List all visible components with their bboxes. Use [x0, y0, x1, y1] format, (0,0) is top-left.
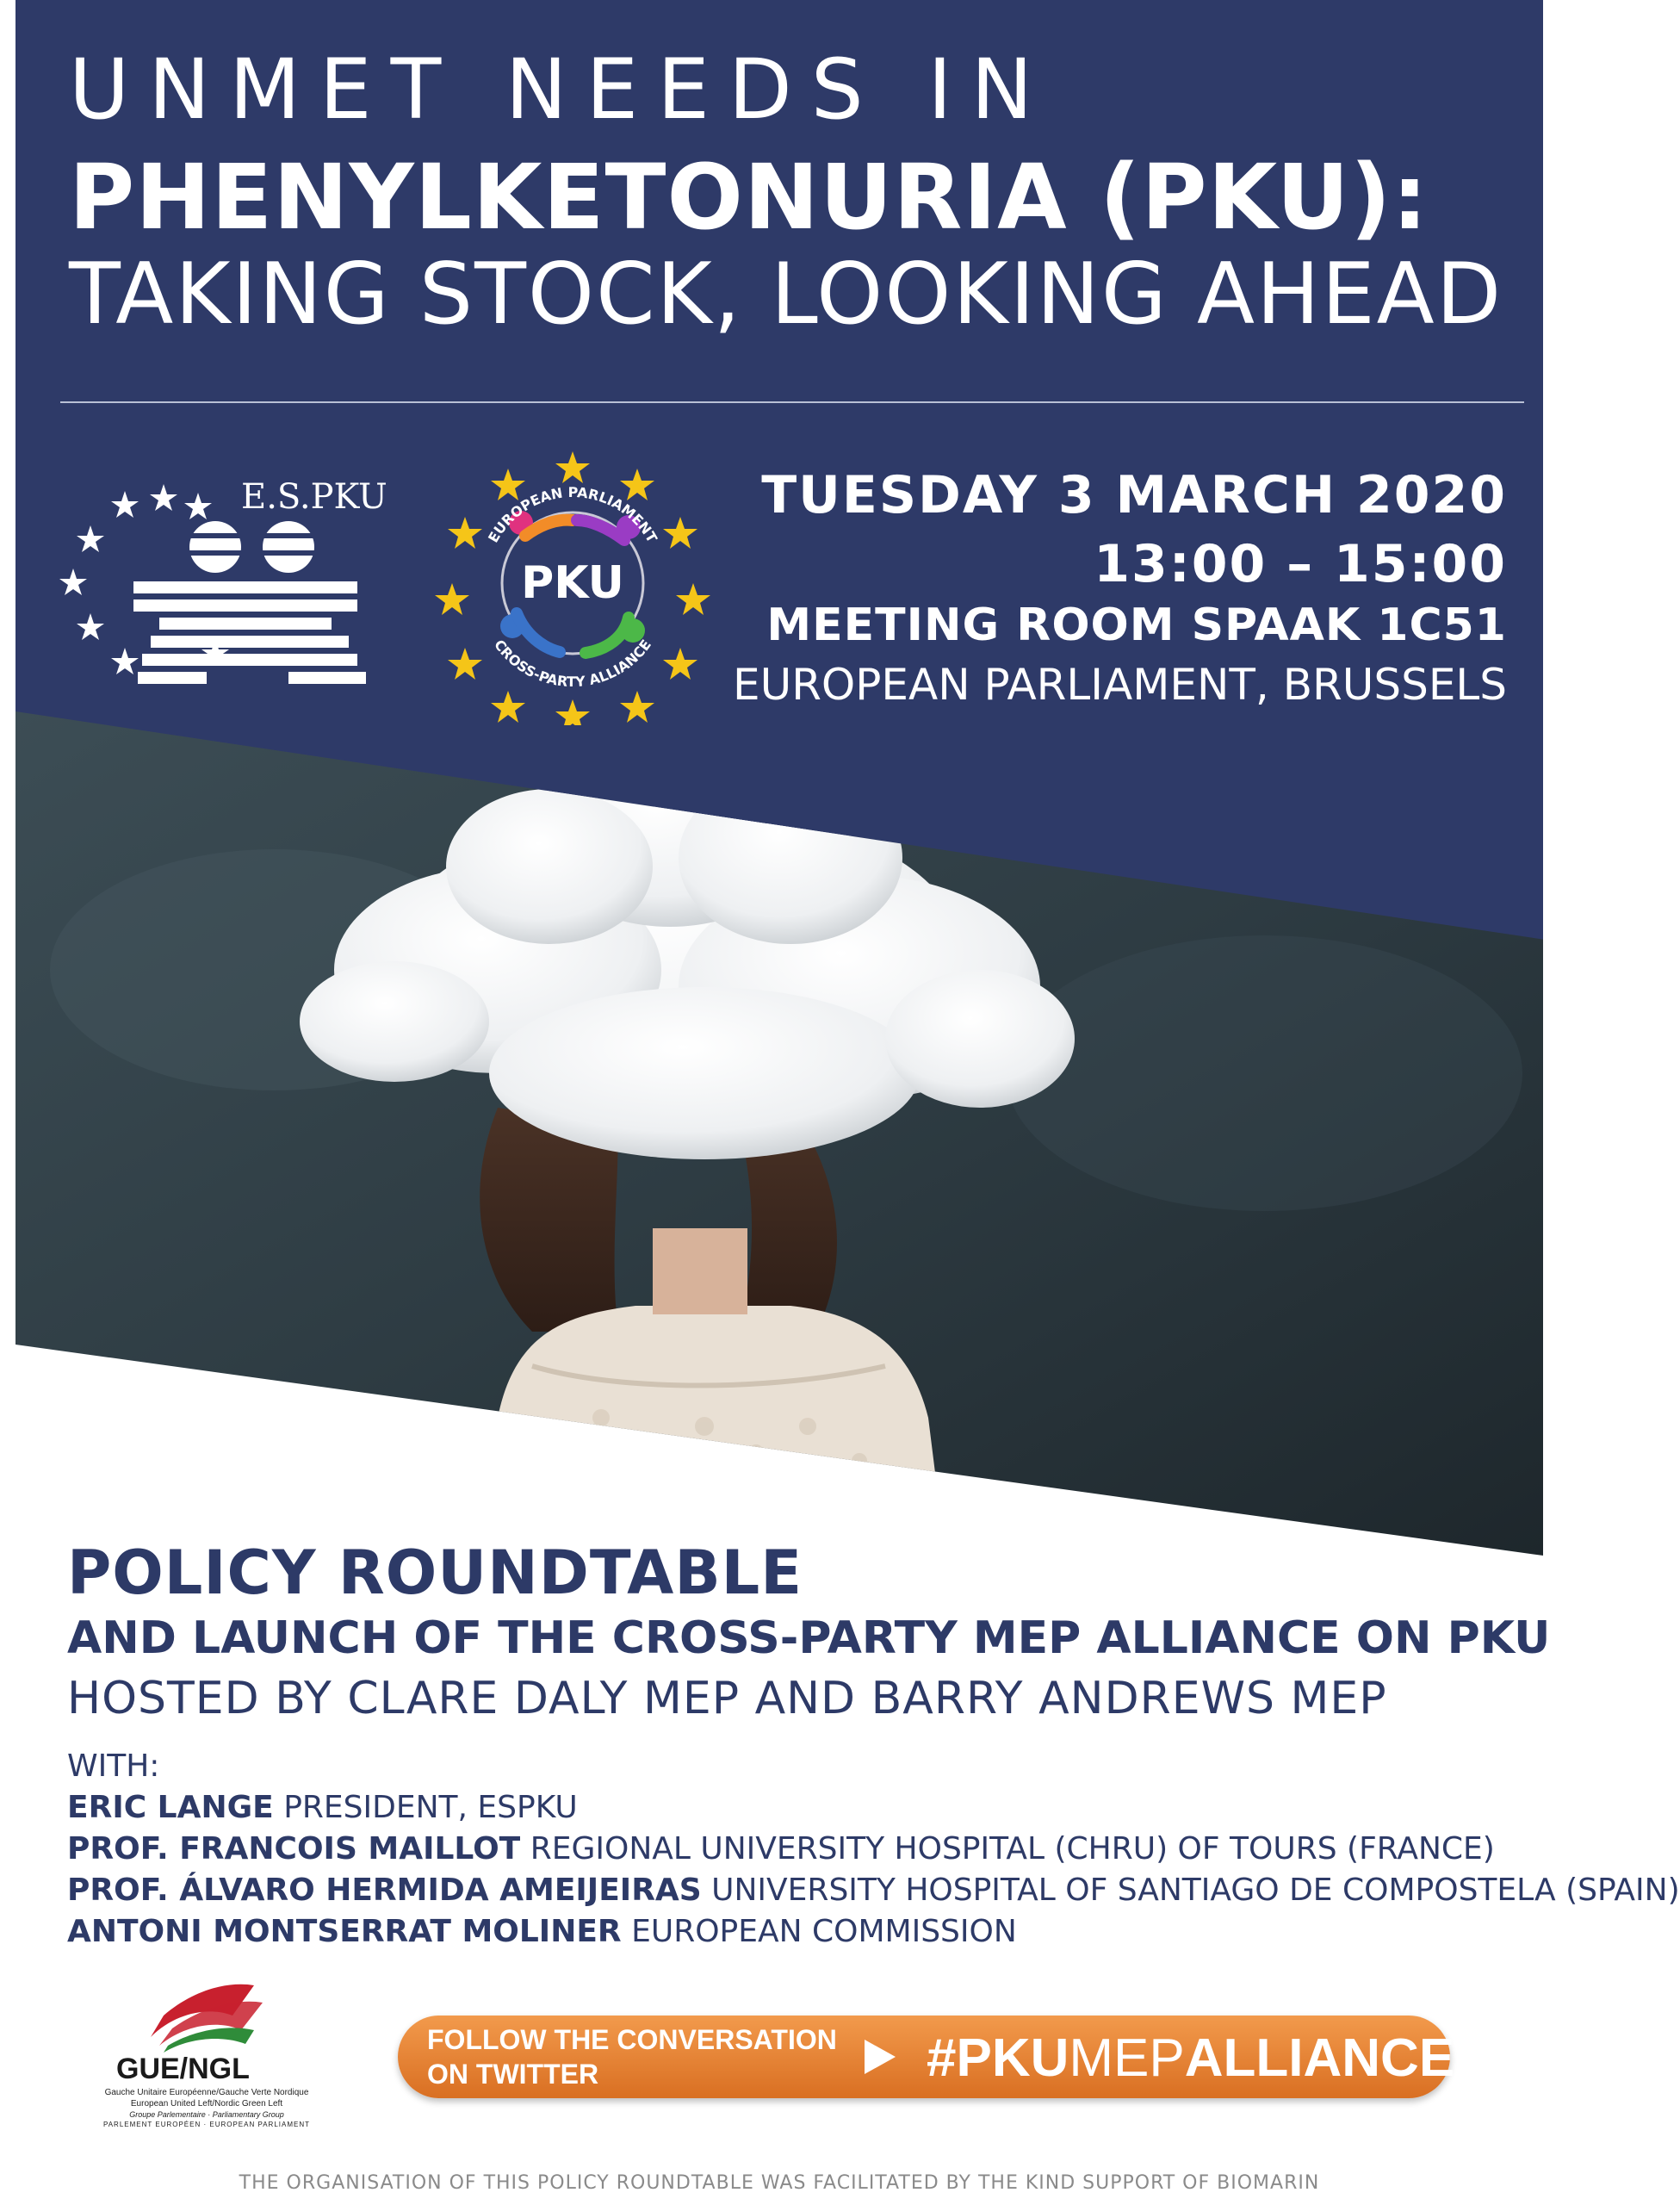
with-label: WITH: [67, 1748, 160, 1784]
follow-text-line-2: ON TWITTER [427, 2059, 599, 2090]
speaker-role: PRESIDENT, ESPKU [283, 1790, 578, 1825]
espku-logo-text: E.S.PKU [241, 477, 387, 517]
speaker-item [67, 1873, 1680, 1908]
event-place: EUROPEAN PARLIAMENT, BRUSSELS [733, 660, 1507, 710]
gue-ngl-subtitle: PARLEMENT EUROPÉEN · EUROPEAN PARLIAMENT [102, 2121, 311, 2128]
speaker-name: PROF. FRANCOIS MAILLOT [67, 1831, 521, 1866]
pku-alliance-logo [431, 441, 715, 725]
launch-line: AND LAUNCH OF THE CROSS-PARTY MEP ALLIANCE ON PKU [67, 1612, 1551, 1664]
play-arrow-icon [861, 2036, 899, 2078]
hashtag-part: ALLIANCE [1184, 2028, 1455, 2088]
policy-heading: POLICY ROUNDTABLE [67, 1537, 803, 1608]
speaker-name: ANTONI MONTSERRAT MOLINER [67, 1914, 622, 1949]
pku-logo-ring-top: EUROPEAN PARLIAMENT [485, 484, 660, 546]
title-line-2: PHENYLKETONURIA (PKU): [69, 145, 1429, 250]
gue-ngl-subtitle: European United Left/Nordic Green Left [130, 2099, 283, 2109]
title-line-3: TAKING STOCK, LOOKING AHEAD [69, 245, 1503, 344]
event-time: 13:00 – 15:00 [1094, 534, 1507, 594]
hosted-line: HOSTED BY CLARE DALY MEP AND BARRY ANDREWS MEP [67, 1673, 1387, 1724]
speaker-role: REGIONAL UNIVERSITY HOSPITAL (CHRU) OF TOURS (FRANCE) [530, 1831, 1495, 1866]
speaker-item [67, 1831, 1495, 1866]
pku-logo-ring-bottom: CROSS-PARTY ALLIANCE [491, 637, 654, 691]
pku-logo-center-text: PKU [521, 557, 624, 609]
header-divider [60, 401, 1524, 403]
gue-ngl-subtitle: Gauche Unitaire Européenne/Gauche Verte Nordique [104, 2088, 309, 2097]
sponsor-footer: THE ORGANISATION OF THIS POLICY ROUNDTABLE WAS FACILITATED BY THE KIND SUPPORT OF BIOMARIN [239, 2172, 1320, 2194]
espku-logo [56, 457, 392, 715]
speaker-role: UNIVERSITY HOSPITAL OF SANTIAGO DE COMPOSTELA (SPAIN) [711, 1873, 1680, 1908]
event-date: TUESDAY 3 MARCH 2020 [761, 465, 1507, 525]
title-line-1: UNMET NEEDS IN [69, 41, 1052, 138]
event-room: MEETING ROOM SPAAK 1C51 [766, 599, 1507, 651]
follow-text-line-1: FOLLOW THE CONVERSATION [427, 2024, 837, 2055]
speaker-role: EUROPEAN COMMISSION [631, 1914, 1017, 1949]
hashtag-part: MEP [1069, 2028, 1185, 2088]
hashtag[interactable] [927, 2028, 1454, 2089]
gue-ngl-name: GUE/NGL [116, 2053, 250, 2085]
speaker-item [67, 1914, 1017, 1949]
speaker-name: PROF. ÁLVARO HERMIDA AMEIJEIRAS [67, 1873, 702, 1908]
hashtag-part: #PKU [927, 2028, 1069, 2088]
speaker-name: ERIC LANGE [67, 1790, 274, 1825]
speaker-item [67, 1790, 578, 1825]
gue-ngl-subtitle: Groupe Parlementaire · Parliamentary Group [129, 2110, 284, 2119]
